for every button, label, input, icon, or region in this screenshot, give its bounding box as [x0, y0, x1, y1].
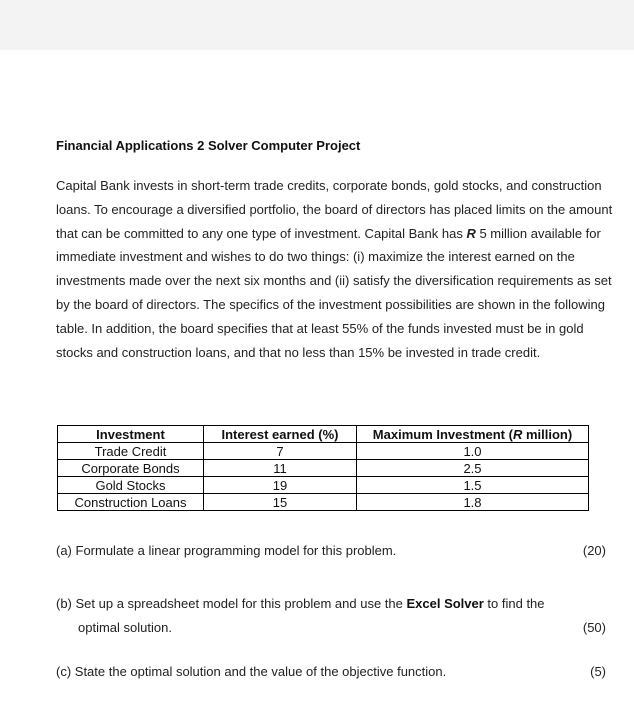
currency-symbol: R: [466, 225, 476, 241]
cell-interest: 7: [204, 443, 357, 460]
investment-table: [57, 425, 589, 511]
intro-paragraph: [56, 174, 616, 364]
cell-investment: Trade Credit: [58, 443, 204, 460]
cell-investment: Gold Stocks: [58, 477, 204, 494]
table-row: [58, 494, 589, 511]
question-c: [56, 664, 606, 679]
intro-text-part1: Capital Bank invests in short-term trade credits, corporate bonds, gold stocks, and construction loans. To encourage a diversified portfolio, the board of directors has placed limits on the amount that can be committed to any one type of investment. Capital Bank has: [56, 178, 613, 241]
header-max-currency: R: [512, 426, 523, 442]
question-c-marks: (5): [590, 664, 606, 679]
excel-solver-emphasis: Excel Solver: [406, 596, 484, 611]
question-b-marks: (50): [582, 620, 606, 635]
intro-text-part2: 5 million available for immediate investment and wishes to do two things: (i) maximize the interest earned on the investments made over the next six months and (ii) satisfy the diversification requirements as set by the board of directors. The specifics of the investment possibilities are shown in the following table. In addition, the board specifies that at least 55% of the funds invested must be in gold stocks and construction loans, and that no less than 15% be invested in trade credit.: [56, 225, 612, 360]
header-max-suffix: million): [522, 426, 573, 442]
document-title: Financial Applications 2 Solver Computer Project: [56, 138, 361, 153]
table-row: [58, 460, 589, 477]
cell-max: 1.8: [357, 494, 589, 511]
header-max-investment: [357, 426, 589, 443]
cell-interest: 19: [204, 477, 357, 494]
viewer-top-band: [0, 0, 634, 50]
question-a-text: (a) Formulate a linear programming model for this problem.: [56, 543, 397, 558]
cell-interest: 15: [204, 494, 357, 511]
cell-max: 1.0: [357, 443, 589, 460]
cell-max: 2.5: [357, 460, 589, 477]
question-b-post: to find the: [483, 596, 545, 611]
header-max-prefix: Maximum Investment (: [372, 426, 513, 442]
header-interest: Interest earned (%): [204, 426, 357, 443]
cell-investment: Corporate Bonds: [58, 460, 204, 477]
question-a-marks: (20): [582, 543, 606, 558]
question-b: [56, 592, 606, 640]
table-header-row: [58, 426, 589, 443]
header-investment: Investment: [58, 426, 204, 443]
question-b-line1: [56, 592, 606, 616]
question-b-line2: optimal solution.: [78, 620, 172, 635]
cell-investment: Construction Loans: [58, 494, 204, 511]
question-b-pre: (b) Set up a spreadsheet model for this problem and use the: [56, 596, 407, 611]
table-row: [58, 443, 589, 460]
table-row: [58, 477, 589, 494]
cell-max: 1.5: [357, 477, 589, 494]
cell-interest: 11: [204, 460, 357, 477]
question-c-text: (c) State the optimal solution and the value of the objective function.: [56, 664, 447, 679]
question-a: [56, 543, 606, 558]
